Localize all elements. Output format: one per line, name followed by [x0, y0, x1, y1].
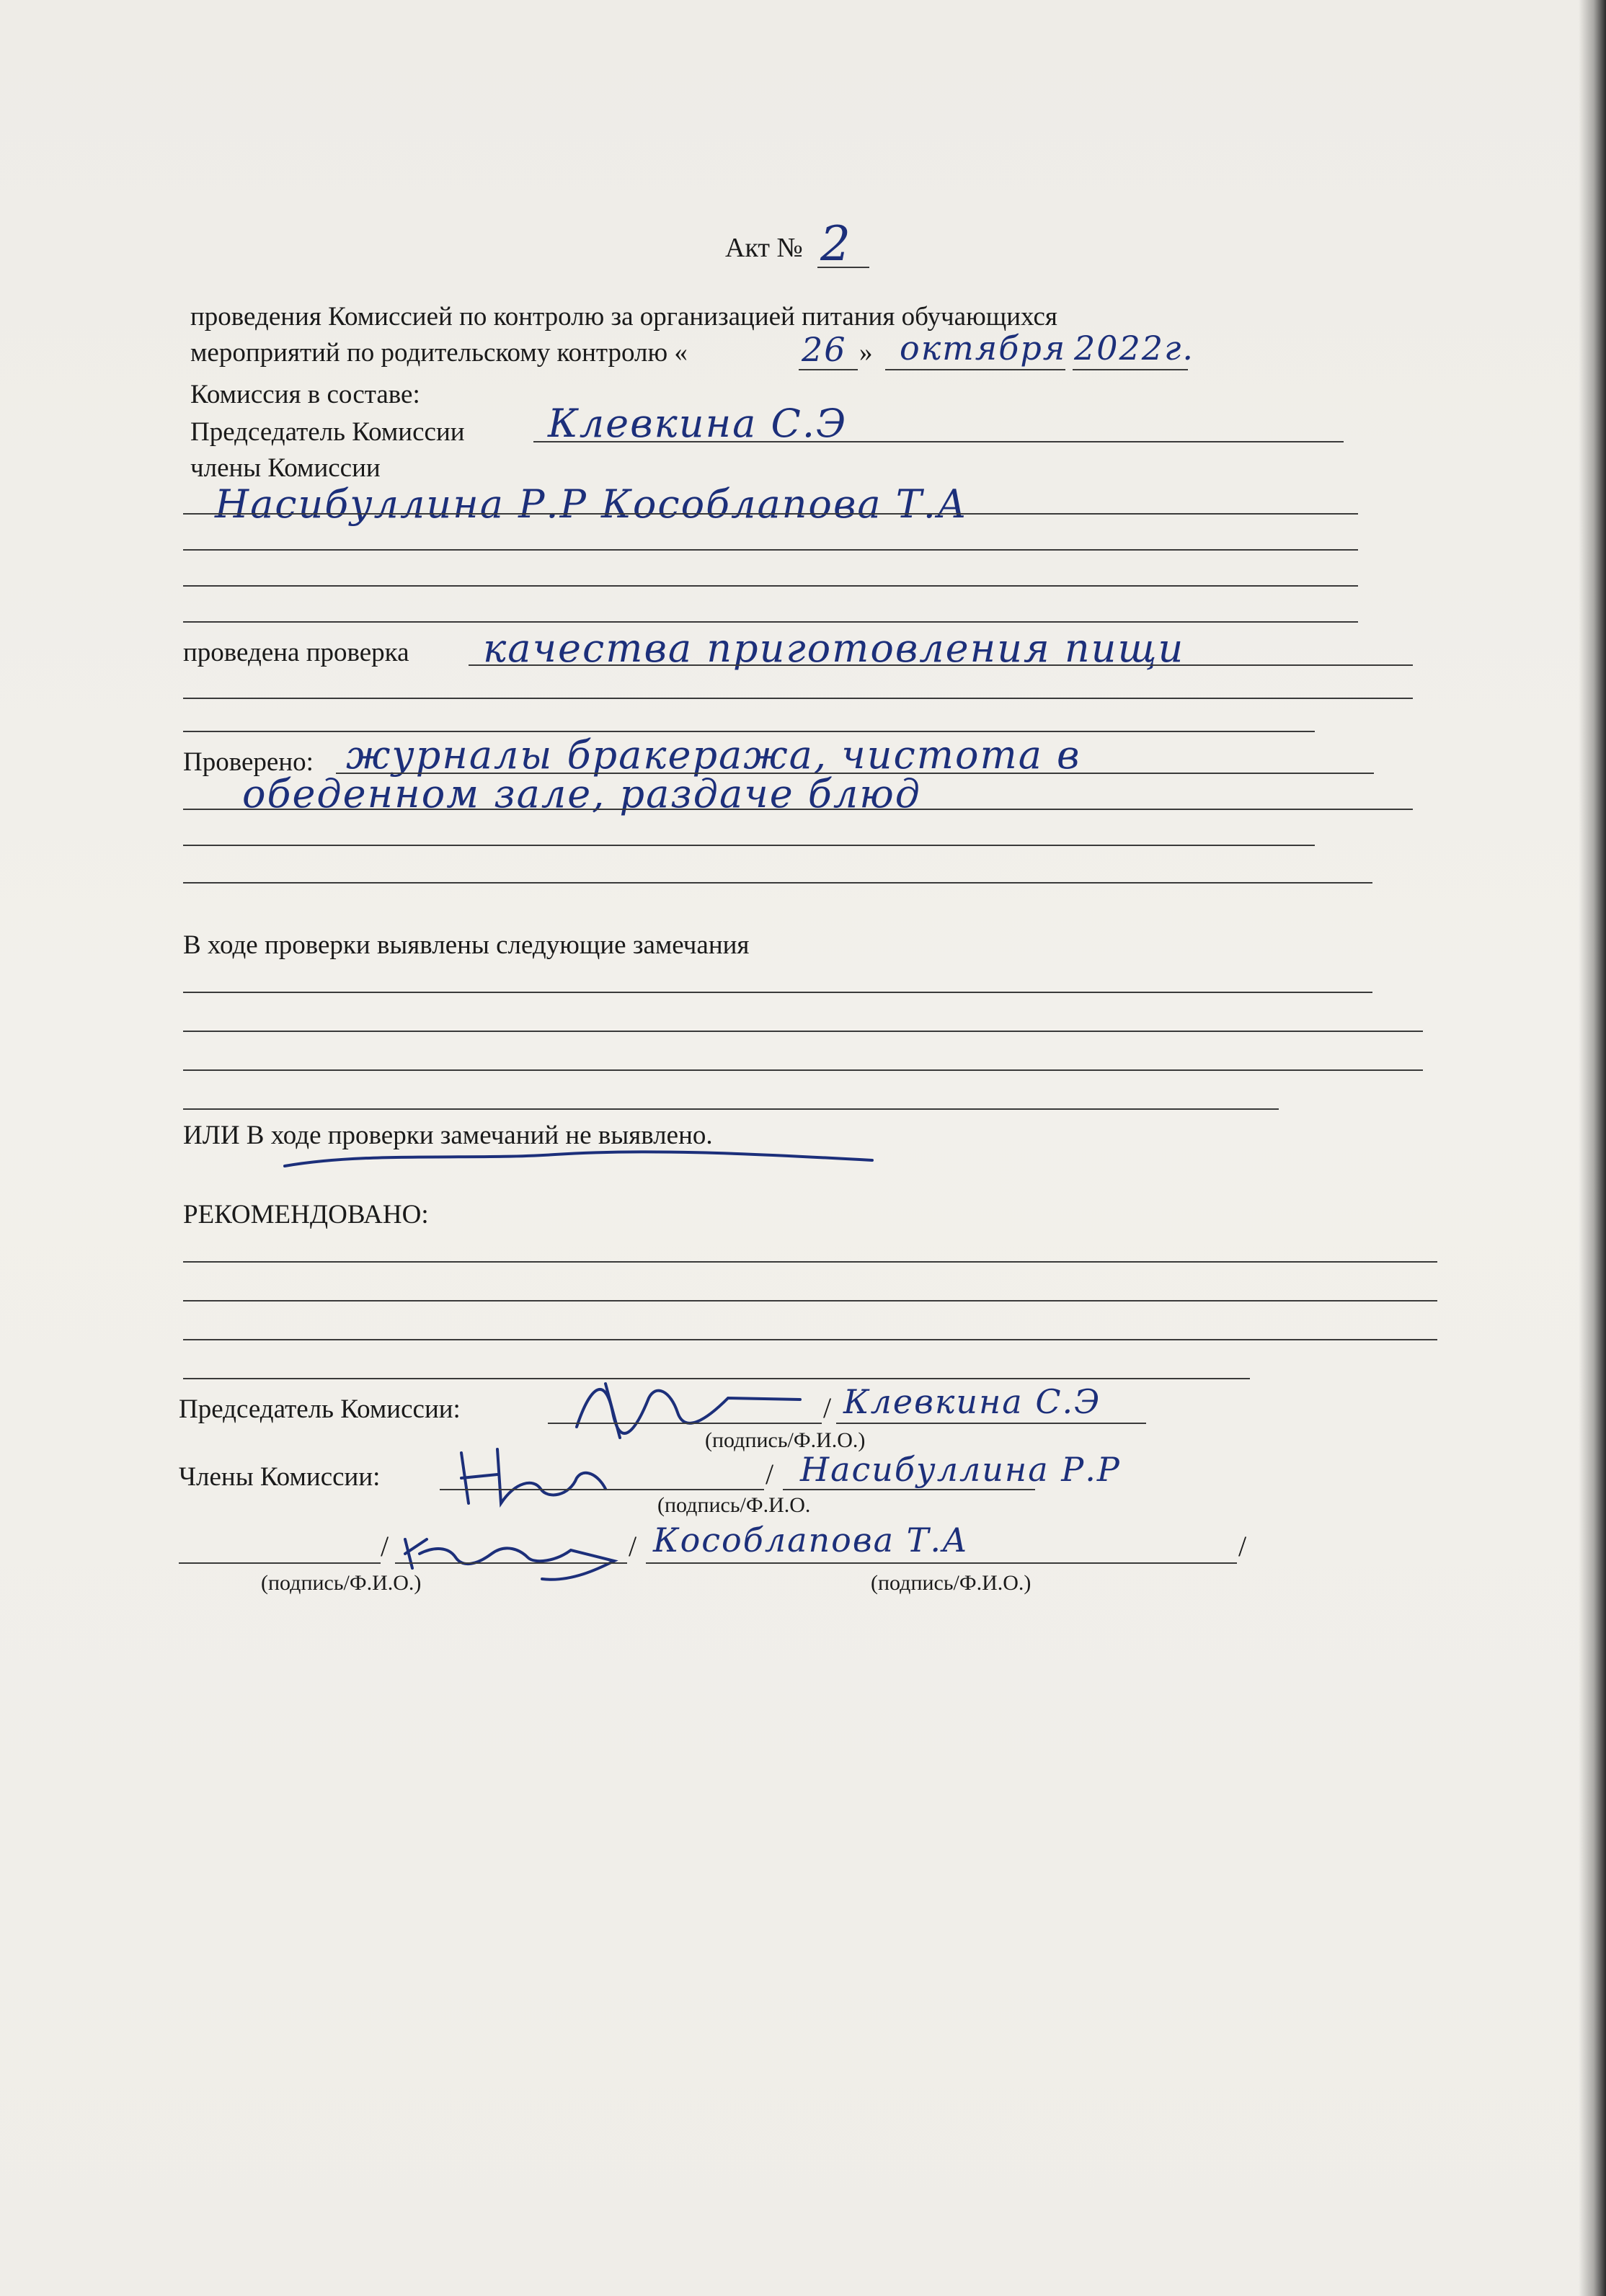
member1-signature-icon: [447, 1438, 634, 1518]
member2-lead-line: [179, 1562, 381, 1564]
recommended-line-1: [183, 1261, 1437, 1263]
recommended-line-2: [183, 1300, 1437, 1301]
remarks-none-label: ИЛИ В ходе проверки замечаний не выявлено.: [183, 1121, 713, 1150]
date-month: октября: [900, 329, 1067, 368]
member2-name-line: [646, 1562, 1237, 1564]
member2-sign-line: [395, 1562, 627, 1564]
chair-label: Председатель Комиссии: [190, 417, 465, 447]
members-value: Насибуллина Р.Р Кособлапова Т.А: [215, 481, 968, 527]
intro-line-3: Комиссия в составе:: [190, 380, 420, 409]
check-label: проведена проверка: [183, 638, 409, 667]
checked-line-4: [183, 882, 1372, 884]
intro-line-2-prefix: мероприятий по родительскому контролю «: [190, 338, 688, 368]
member2-signature-icon: [398, 1518, 629, 1590]
checked-line-2: [183, 809, 1413, 810]
remarks-line-4: [183, 1108, 1279, 1110]
member1-name-line: [783, 1489, 1035, 1490]
date-day-line: [799, 369, 858, 370]
member2-caption-1: (подпись/Ф.И.О.): [261, 1571, 422, 1595]
date-year-line: [1073, 369, 1188, 370]
members-label: члены Комиссии: [190, 453, 381, 483]
remarks-label: В ходе проверки выявлены следующие замечания: [183, 930, 750, 960]
chair-line: [533, 441, 1344, 442]
intro-line-1: проведения Комиссией по контролю за организацией питания обучающихся: [190, 302, 1057, 332]
members-line-4: [183, 621, 1358, 623]
member2-slash-2: /: [629, 1530, 637, 1562]
member1-caption: (подпись/Ф.И.О.: [657, 1493, 811, 1517]
member2-caption-2: (подпись/Ф.И.О.): [871, 1571, 1032, 1595]
sign-chair-label: Председатель Комиссии:: [179, 1394, 461, 1424]
check-line-1: [469, 664, 1413, 666]
date-year: 2022г.: [1074, 329, 1194, 368]
act-number-line: [817, 267, 869, 268]
checked-label: Проверено:: [183, 747, 314, 777]
member1-sign-line: [440, 1489, 764, 1490]
chair-slash: /: [823, 1392, 832, 1424]
date-day: 26: [802, 330, 847, 369]
member1-sign-name: Насибуллина Р.Р: [800, 1450, 1121, 1489]
act-number: 2: [820, 216, 852, 272]
members-line-3: [183, 585, 1358, 587]
member2-sign-name: Кособлапова Т.А: [653, 1521, 969, 1559]
date-month-line: [885, 369, 1065, 370]
recommended-line-3: [183, 1339, 1437, 1340]
chair-value: Клевкина С.Э: [548, 401, 848, 446]
checked-line-3: [183, 845, 1315, 846]
remarks-line-3: [183, 1069, 1423, 1071]
check-line-2: [183, 698, 1413, 699]
member2-slash-3: /: [1238, 1530, 1247, 1562]
check-value: качества приготовления пищи: [483, 626, 1185, 671]
remarks-line-1: [183, 992, 1372, 993]
chair-sign-name: Клевкина С.Э: [843, 1382, 1101, 1421]
sign-members-label: Члены Комиссии:: [179, 1462, 381, 1492]
page-edge-shadow: [1579, 0, 1606, 2296]
act-title: Акт №: [725, 233, 803, 263]
checked-value-2: обеденном зале, раздаче блюд: [242, 771, 921, 816]
chair-sign-line: [548, 1423, 822, 1424]
remarks-line-2: [183, 1031, 1423, 1032]
recommended-label: РЕКОМЕНДОВАНО:: [183, 1200, 429, 1229]
member2-slash-1: /: [381, 1530, 389, 1562]
handwritten-underline: [281, 1144, 879, 1173]
chair-name-line: [836, 1423, 1146, 1424]
members-line-1: [183, 513, 1358, 515]
checked-value-1: журналы бракеража, чистота в: [346, 732, 1081, 778]
members-line-2: [183, 549, 1358, 551]
member1-slash: /: [766, 1458, 774, 1490]
intro-line-2-close: »: [859, 338, 873, 368]
chair-caption: (подпись/Ф.И.О.): [705, 1428, 866, 1452]
